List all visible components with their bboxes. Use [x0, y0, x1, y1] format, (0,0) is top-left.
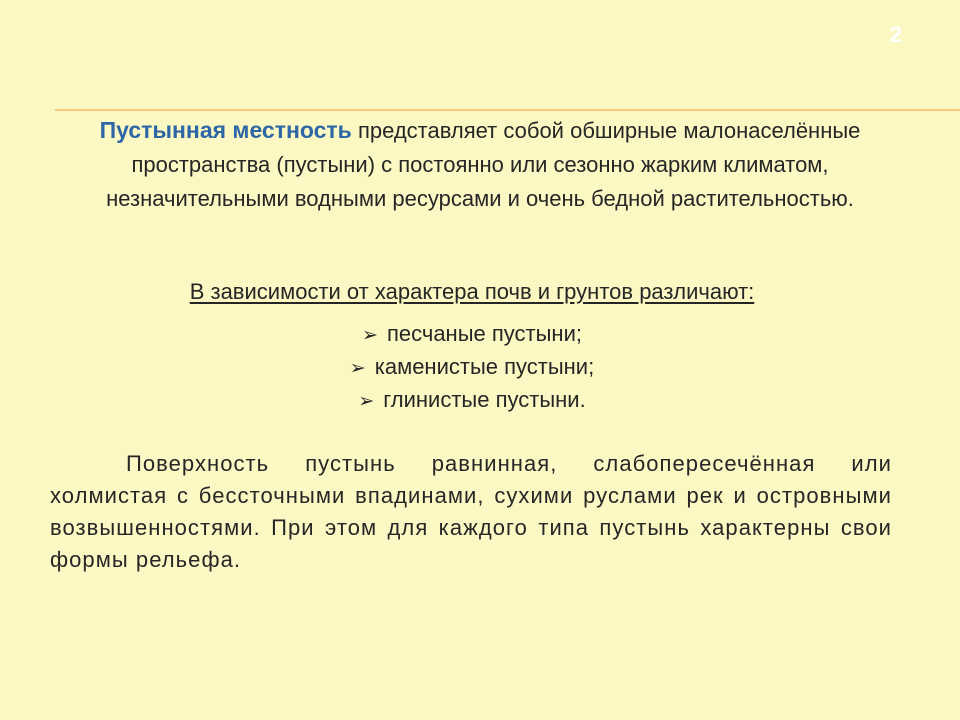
- arrow-bullet-icon: ➢: [358, 391, 375, 412]
- defined-term: Пустынная местность: [99, 117, 352, 143]
- arrow-bullet-icon: ➢: [362, 325, 378, 346]
- intro-definition: представляет собой обширные малонаселённые пространства (пустыни) с постоянно или сезонно жарким климатом, незначительными водными ресурсами и очень бедной растительностью.: [106, 118, 861, 211]
- slide-number: 2: [889, 22, 903, 47]
- classification-heading: [0, 277, 944, 307]
- surface-paragraph-text: Поверхность пустынь равнинная, слабопересечённая или холмистая с бессточными впадинами, сухими руслами рек и островными возвышенностями. При этом для каждого типа пустынь характерны свои формы рельефа.: [50, 451, 892, 572]
- classification-heading-text: В зависимости от характера почв и грунтов различают:: [189, 279, 755, 304]
- list-item: [0, 318, 944, 351]
- list-item-label: глинистые пустыни.: [383, 387, 586, 412]
- list-item-label: каменистые пустыни;: [374, 354, 595, 379]
- desert-types-list: [0, 318, 944, 417]
- intro-paragraph: [40, 113, 920, 216]
- arrow-bullet-icon: ➢: [349, 358, 366, 379]
- header-divider: [55, 109, 960, 111]
- list-item: [0, 351, 944, 384]
- surface-paragraph: [50, 448, 892, 576]
- list-item-label: песчаные пустыни;: [386, 321, 582, 346]
- list-item: [0, 384, 944, 417]
